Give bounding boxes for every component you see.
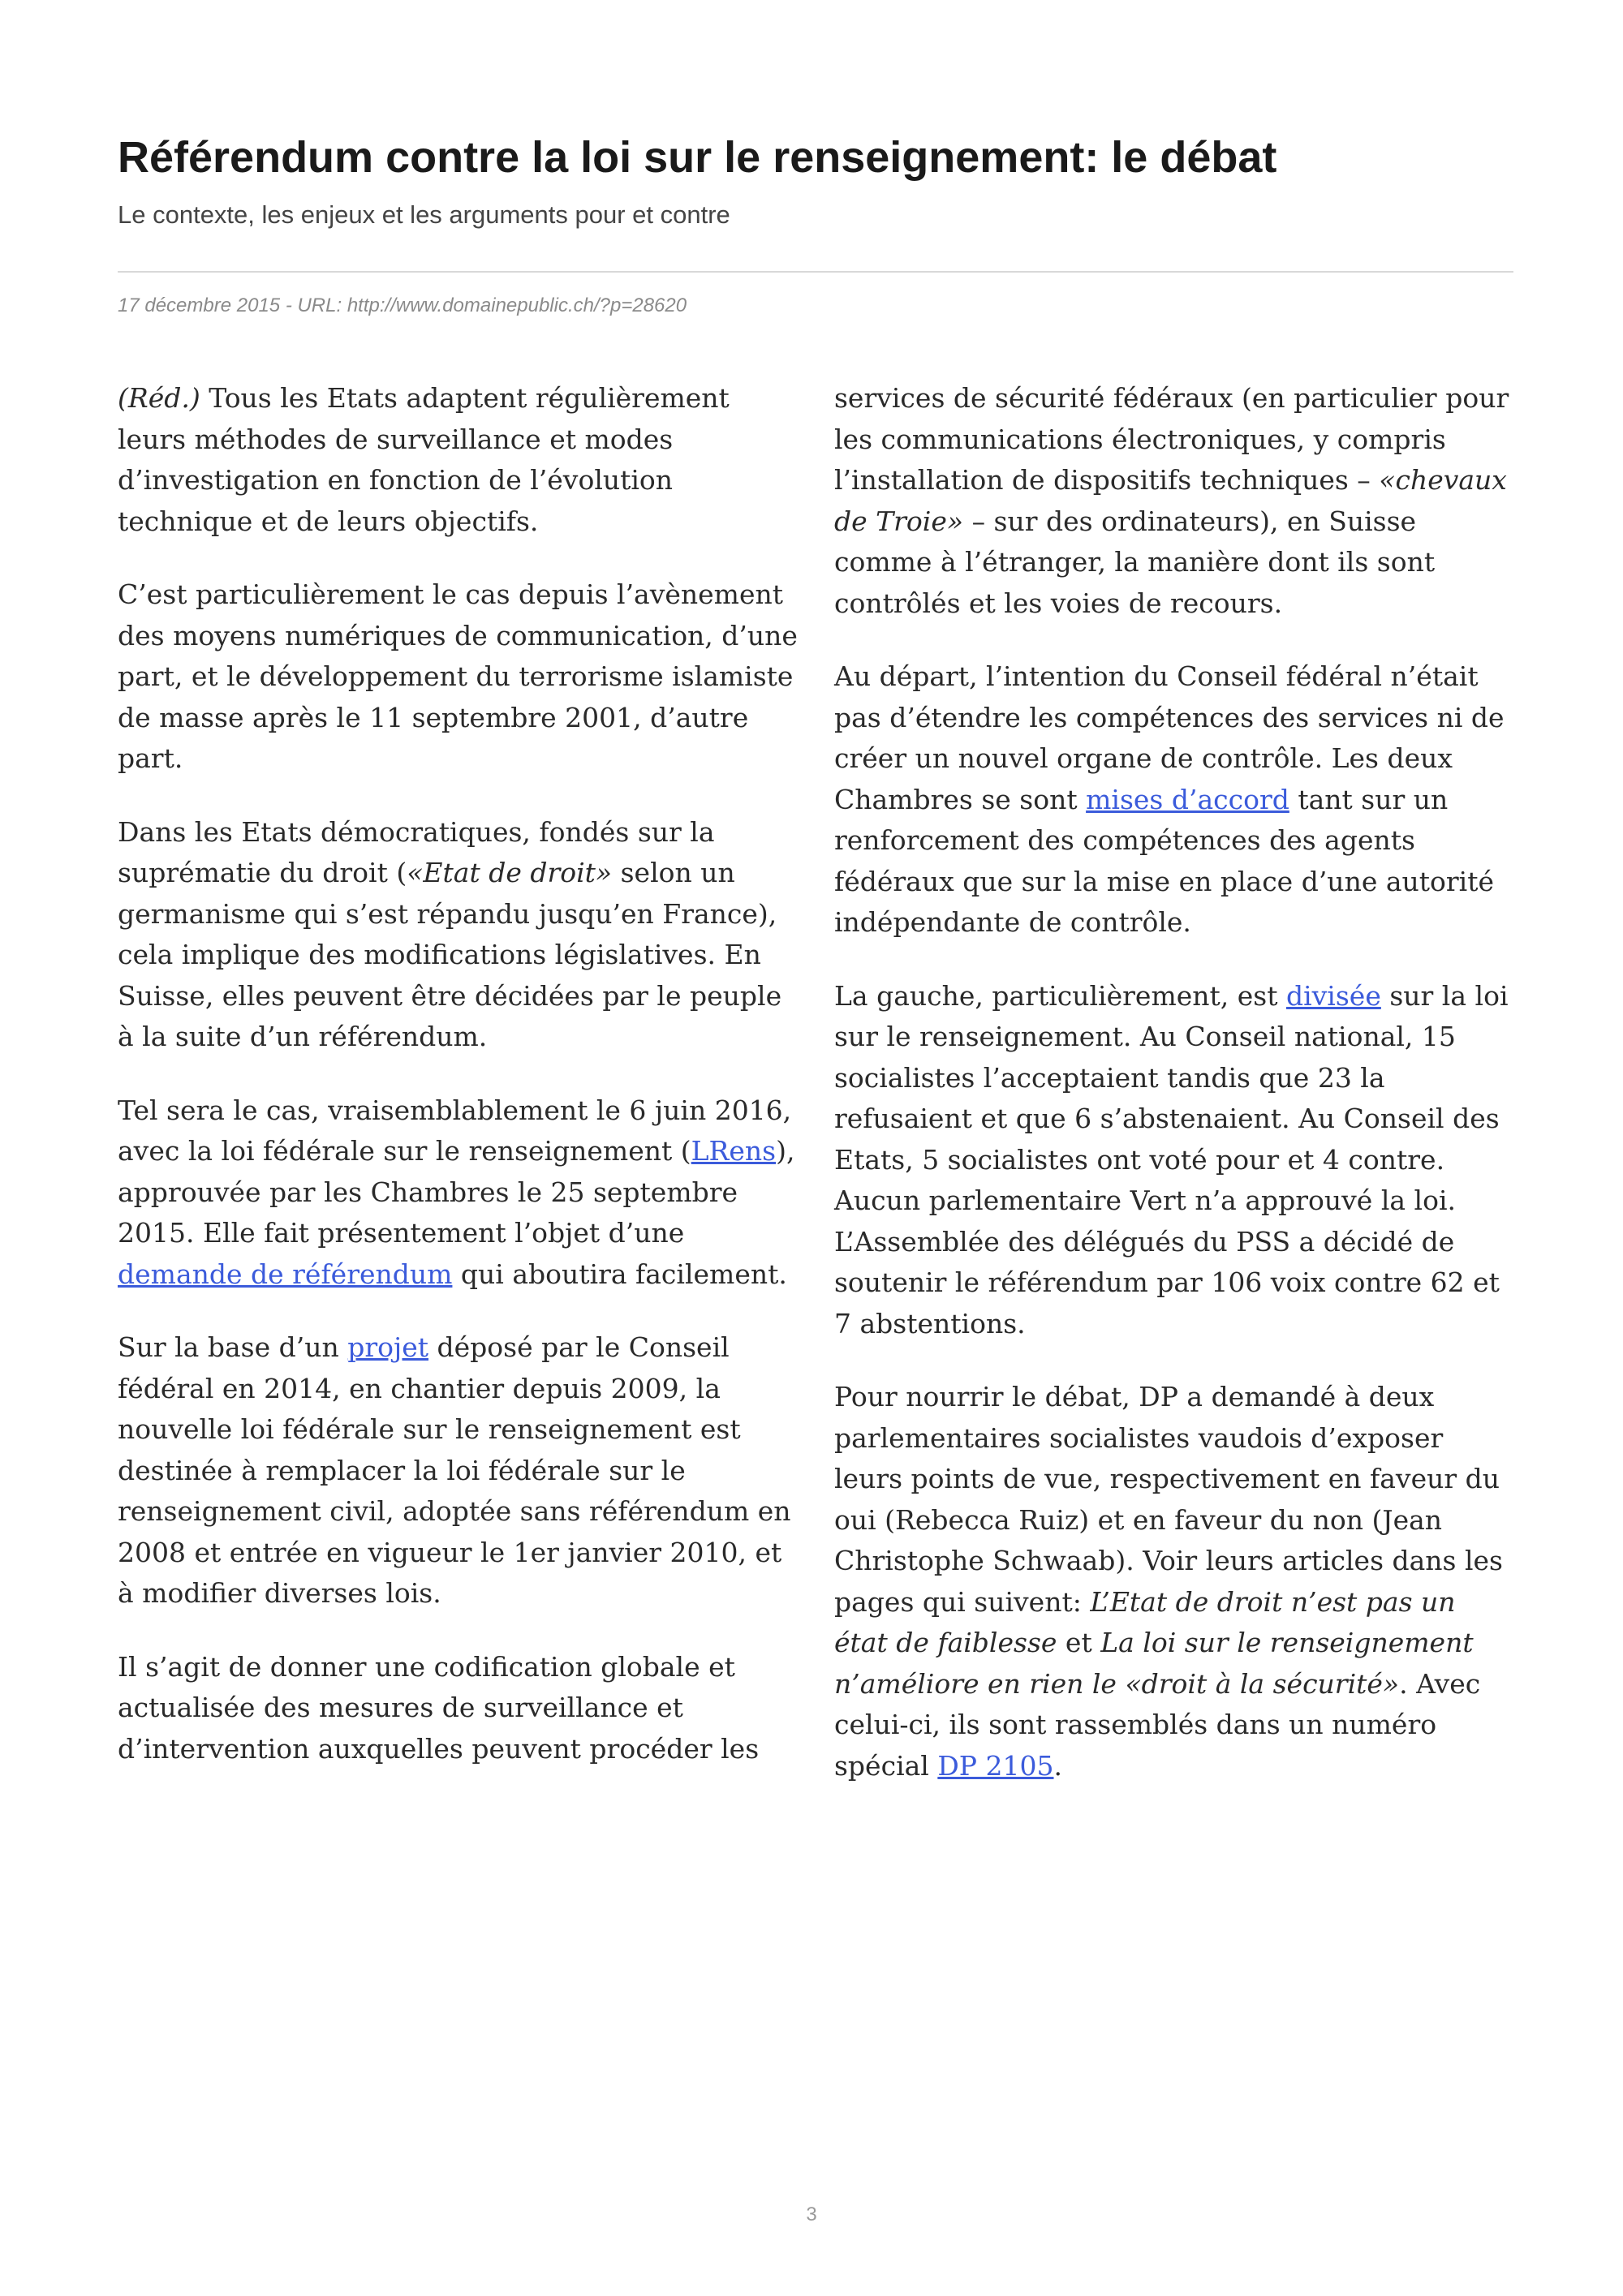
link-demande-referendum[interactable]: demande de référendum: [118, 1258, 453, 1290]
article-title: Référendum contre la loi sur le renseignement: le débat: [118, 133, 1277, 182]
paragraph-7: services de sécurité fédéraux (en particulier pour les communications électroniques, y compris l’installation de dispositifs techniques – «chevaux de Troie» – sur des ordinateurs), en Suisse comme à l’étranger, la manière dont ils sont contrôlés et les voies de recours.: [834, 382, 1509, 619]
article-reference-1: L’Etat de droit n’est pas un état de faiblesse: [834, 1585, 1456, 1658]
column-left: [118, 378, 799, 1802]
editorial-marker: (Réd.): [118, 382, 200, 414]
paragraph-2: C’est particulièrement le cas depuis l’avènement des moyens numériques de communication, d’une part, et le développement du terrorisme islamiste de masse après le 11 septembre 2001, d’autre part.: [118, 578, 798, 774]
paragraph-4: Tel sera le cas, vraisemblablement le 6 juin 2016, avec la loi fédérale sur le renseignement (LRens), approuvée par les Chambres le 25 septembre 2015. Elle fait présentement l’objet d’une demande de référendum qui aboutira facilement.: [118, 1094, 795, 1290]
article-subtitle: Le contexte, les enjeux et les arguments pour et contre: [118, 200, 730, 229]
paragraph-5: Sur la base d’un projet déposé par le Conseil fédéral en 2014, en chantier depuis 2009, la nouvelle loi fédérale sur le renseignement est destinée à remplacer la loi fédérale sur le renseignement civil, adoptée sans référendum en 2008 et entrée en vigueur le 1er janvier 2010, et à modifier diverses lois.: [118, 1331, 791, 1609]
paragraph-8: Au départ, l’intention du Conseil fédéral n’était pas d’étendre les compétences des services ni de créer un nouvel organe de contrôle. Les deux Chambres se sont mises d’accord tant sur un renforcement des compétences des agents fédéraux que sur la mise en place d’une autorité indépendante de contrôle.: [834, 660, 1505, 938]
header-divider: [118, 271, 1513, 273]
paragraph-10: Pour nourrir le débat, DP a demandé à deux parlementaires socialistes vaudois d’exposer leurs points de vue, respectivement en faveur du oui (Rebecca Ruiz) et en faveur du non (Jean Christophe Schwaab). Voir leurs articles dans les pages qui suivent: L’Etat de droit n’est pas un état de faiblesse et La loi sur le renseignement n’améliore en rien le «droit à la sécurité». Avec celui-ci, ils sont rassemblés dans un numéro spécial DP 2105.: [834, 1381, 1503, 1782]
paragraph-9: La gauche, particulièrement, est divisée sur la loi sur le renseignement. Au Conseil national, 15 socialistes l’acceptaient tandis que 23 la refusaient et que 6 s’abstenaient. Au Conseil des Etats, 5 socialistes ont voté pour et 4 contre. Aucun parlementaire Vert n’a approuvé la loi. L’Assemblée des délégués du PSS a décidé de soutenir le référendum par 106 voix contre 62 et 7 abstentions.: [834, 979, 1509, 1339]
paragraph-6: Il s’agit de donner une codification globale et actualisée des mesures de surveillance et d’intervention auxquelles peuvent procéder les: [118, 1650, 760, 1765]
column-right: [834, 378, 1516, 1819]
link-lrens[interactable]: LRens: [691, 1135, 777, 1167]
page-number: 3: [806, 2204, 817, 2225]
article-meta: 17 décembre 2015 - URL: http://www.domainepublic.ch/?p=28620: [118, 295, 687, 316]
link-divisee[interactable]: divisée: [1285, 979, 1381, 1012]
link-mises-daccord[interactable]: mises d’accord: [1086, 783, 1289, 815]
article-reference-2: La loi sur le renseignement n’améliore en rien le «droit à la sécurité»: [834, 1627, 1474, 1700]
link-projet[interactable]: projet: [347, 1331, 429, 1363]
paragraph-3: Dans les Etats démocratiques, fondés sur la suprématie du droit («Etat de droit» selon un germanisme qui s’est répandu jusqu’en France), cela implique des modifications législatives. En Suisse, elles peuvent être décidées par le peuple à la suite d’un référendum.: [118, 815, 782, 1052]
paragraph-1: (Réd.) Tous les Etats adaptent régulièrement leurs méthodes de surveillance et modes d’investigation en fonction de l’évolution technique et de leurs objectifs.: [118, 382, 730, 537]
link-dp-2105[interactable]: DP 2105: [937, 1749, 1054, 1782]
